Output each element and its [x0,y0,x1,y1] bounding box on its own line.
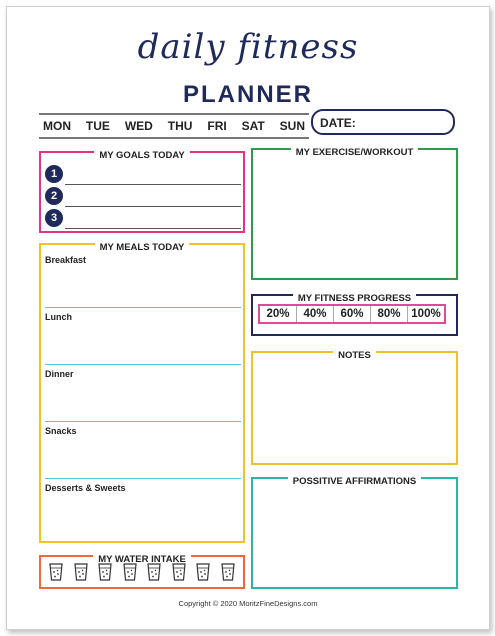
progress-option-80[interactable]: 80% [371,306,408,322]
progress-scale [258,304,446,324]
meal-divider [45,307,241,308]
meal-label: Dinner [45,369,74,379]
meals-box [39,243,245,543]
meal-lunch[interactable] [45,312,241,322]
meal-dinner[interactable] [45,369,241,379]
date-field[interactable] [311,109,455,135]
water-cup-icon[interactable] [196,563,210,581]
day-sat[interactable]: SAT [241,119,265,133]
meal-breakfast[interactable] [45,255,241,265]
notes-box[interactable] [251,351,458,465]
day-tue[interactable]: TUE [85,119,110,133]
goal-number: 1 [45,165,63,183]
water-cup-icon[interactable] [147,563,161,581]
planner-title: PLANNER [182,81,313,108]
day-thu[interactable]: THU [167,119,193,133]
water-cup-icon[interactable] [49,563,63,581]
meal-label: Snacks [45,426,77,436]
goal-line [65,228,241,229]
water-title: MY WATER INTAKE [93,554,191,565]
water-cup-icon[interactable] [123,563,137,581]
planner-page [6,6,490,630]
day-mon[interactable]: MON [43,119,71,133]
goal-number: 2 [45,187,63,205]
meal-divider [45,478,241,479]
goal-line [65,184,241,185]
meal-label: Desserts & Sweets [45,483,126,493]
day-wed[interactable]: WED [124,119,153,133]
meals-title: MY MEALS TODAY [95,242,190,253]
meal-label: Lunch [45,312,72,322]
water-cup-icon[interactable] [98,563,112,581]
meal-snacks[interactable] [45,426,241,436]
meal-desserts[interactable] [45,483,241,493]
progress-box [251,294,458,336]
water-cup-icon[interactable] [172,563,186,581]
goals-title: MY GOALS TODAY [94,150,189,161]
weekday-strip [39,113,309,139]
water-cup-icon[interactable] [221,563,235,581]
meal-divider [45,364,241,365]
water-cup-icon[interactable] [74,563,88,581]
notes-title: NOTES [333,350,376,361]
meal-label: Breakfast [45,255,87,265]
copyright: Copyright © 2020 MoritzFineDesigns.com [178,599,318,608]
goals-box [39,151,245,233]
progress-title: MY FITNESS PROGRESS [293,293,416,304]
water-box [39,555,245,589]
date-label: DATE: [320,116,356,130]
progress-option-20[interactable]: 20% [260,306,297,322]
goal-row-3[interactable] [45,209,241,229]
progress-option-40[interactable]: 40% [297,306,334,322]
exercise-box [251,148,458,280]
water-cups [49,563,235,583]
script-title: daily fitness [137,27,359,67]
goal-row-2[interactable] [45,187,241,207]
day-fri[interactable]: FRI [207,119,227,133]
meal-divider [45,421,241,422]
affirmations-title: POSSITIVE AFFIRMATIONS [288,476,422,487]
exercise-title: MY EXERCISE/WORKOUT [291,147,419,158]
progress-option-100[interactable]: 100% [411,308,441,320]
goal-row-1[interactable] [45,165,241,185]
goal-number: 3 [45,209,63,227]
affirmations-box[interactable] [251,477,458,589]
day-sun[interactable]: SUN [279,119,305,133]
progress-option-60[interactable]: 60% [334,306,371,322]
goal-line [65,206,241,207]
